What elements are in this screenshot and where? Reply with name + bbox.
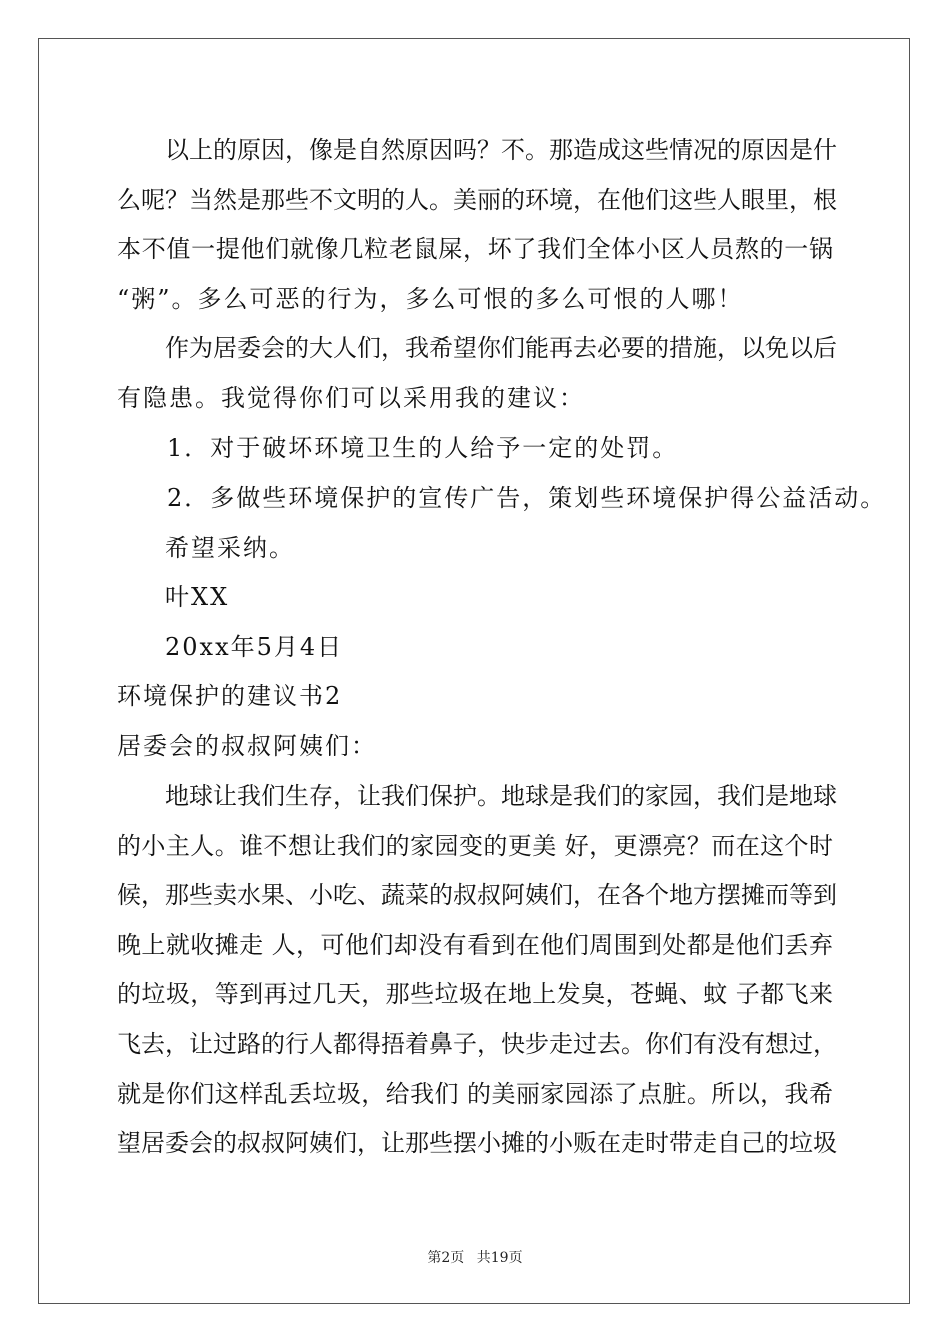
paragraph-line: 候，那些卖水果、小吃、蔬菜的叔叔阿姨们，在各个地方摆摊而等到: [117, 881, 837, 909]
closing-text: 希望采纳。: [165, 534, 295, 562]
paragraph-line: 地球让我们生存，让我们保护。地球是我们的家园，我们是地球: [165, 782, 837, 810]
paragraph-line: 晚上就收摊走 人，可他们却没有看到在他们周围到处都是他们丢弃: [117, 931, 833, 959]
paragraph-line: 就是你们这样乱丢垃圾，给我们 的美丽家园添了点脏。所以，我希: [117, 1080, 833, 1108]
section-title: 环境保护的建议书2: [117, 682, 343, 710]
paragraph-line: 有隐患。我觉得你们可以采用我的建议：: [117, 384, 585, 412]
paragraph-line: 作为居委会的大人们，我希望你们能再去必要的措施，以免以后: [165, 334, 837, 362]
suggestion-item: 1．对于破坏环境卫生的人给予一定的处罚。: [167, 434, 679, 462]
paragraph-line: 以上的原因，像是自然原因吗？不。那造成这些情况的原因是什: [165, 136, 837, 164]
paragraph-line: 本不值一提他们就像几粒老鼠屎，坏了我们全体小区人员熬的一锅: [117, 235, 833, 263]
paragraph-line: 飞去，让过路的行人都得捂着鼻子，快步走过去。你们有没有想过，: [117, 1030, 837, 1058]
page-footer: [0, 1247, 950, 1267]
paragraph-line: 望居委会的叔叔阿姨们，让那些摆小摊的小贩在走时带走自己的垃圾: [117, 1129, 837, 1157]
salutation: 居委会的叔叔阿姨们：: [117, 732, 377, 760]
page-border: [38, 38, 910, 1304]
date: 20xx年5月4日: [165, 633, 344, 661]
paragraph-line: 的小主人。谁不想让我们的家园变的更美 好，更漂亮？而在这个时: [117, 832, 833, 860]
suggestion-item: 2．多做些环境保护的宣传广告，策划些环境保护得公益活动。: [167, 484, 887, 512]
paragraph-line: 的垃圾，等到再过几天，那些垃圾在地上发臭，苍蝇、蚊 子都飞来: [117, 980, 833, 1008]
paragraph-line: 么呢？当然是那些不文明的人。美丽的环境，在他们这些人眼里，根: [117, 186, 837, 214]
paragraph-line: “粥”。多么可恶的行为，多么可恨的多么可恨的人哪！: [117, 285, 744, 313]
page-total: 共19页: [476, 1250, 523, 1266]
signature: 叶XX: [165, 583, 230, 611]
page-number: 第2页: [427, 1250, 465, 1266]
